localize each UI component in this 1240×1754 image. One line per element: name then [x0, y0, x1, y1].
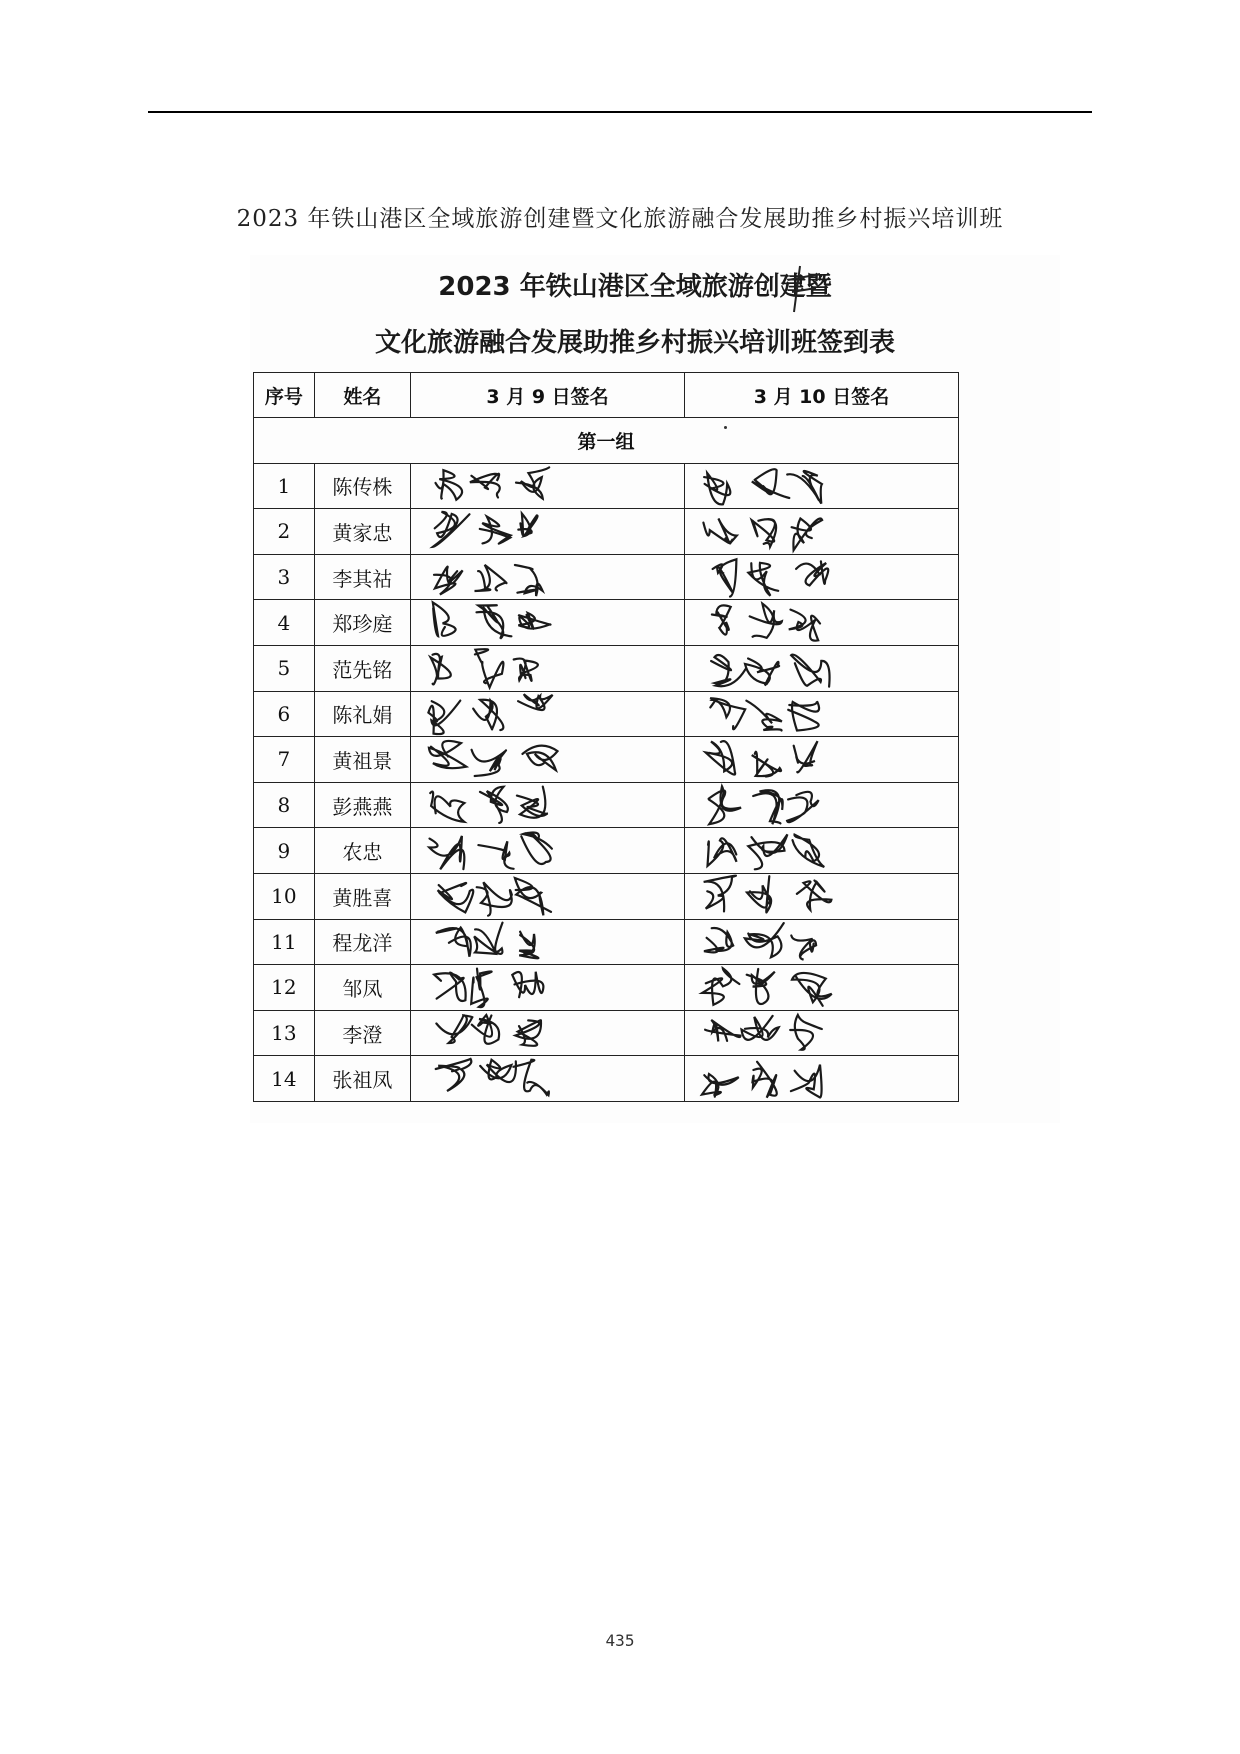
attendee-name: 张祖凤	[314, 1056, 410, 1102]
signature-stroke	[750, 604, 782, 638]
row-number: 10	[254, 873, 315, 919]
page-number: 435	[605, 1631, 635, 1650]
signature-day1	[411, 554, 685, 600]
signature-stroke	[702, 1074, 739, 1097]
signature-day2	[685, 873, 959, 919]
signature-day1	[411, 1010, 685, 1056]
table-row	[254, 600, 959, 646]
signature-stroke	[704, 473, 730, 504]
signature-day2	[685, 691, 959, 737]
signature-stroke	[436, 1059, 472, 1091]
signature-stroke	[703, 519, 736, 544]
signature-stroke	[747, 969, 775, 1004]
table-row	[254, 509, 959, 555]
signature-day2	[685, 737, 959, 783]
signature-stroke	[480, 517, 511, 544]
table-row	[254, 463, 959, 509]
header-rule	[148, 111, 1092, 113]
signature-stroke	[745, 658, 779, 685]
signature-stroke	[436, 927, 471, 956]
attendee-name: 程龙洋	[314, 919, 410, 965]
attendee-name: 农忠	[314, 828, 410, 874]
signature-day1	[411, 691, 685, 737]
row-number: 14	[254, 1056, 315, 1102]
table-row	[254, 873, 959, 919]
group-label-text: 第一组	[577, 430, 635, 453]
signature-stroke	[752, 519, 776, 547]
signature-day2	[685, 1010, 959, 1056]
signature-stroke	[710, 698, 745, 729]
row-number: 11	[254, 919, 315, 965]
row-number: 5	[254, 645, 315, 691]
attendee-name: 陈传株	[314, 463, 410, 509]
signature-day1	[411, 782, 685, 828]
signature-stroke	[748, 563, 778, 596]
signature-day2	[685, 600, 959, 646]
row-number: 7	[254, 737, 315, 783]
signature-stroke	[433, 603, 456, 637]
signature-stroke	[515, 565, 543, 596]
signature-stroke	[472, 1015, 499, 1044]
signature-stroke	[512, 972, 543, 998]
signature-stroke	[787, 792, 819, 822]
signature-stroke	[429, 836, 464, 870]
row-number: 6	[254, 691, 315, 737]
signature-stroke	[711, 655, 745, 686]
signature-stroke	[712, 606, 731, 635]
signature-stroke	[514, 659, 538, 681]
signature-stroke	[438, 883, 474, 912]
signature-stroke	[434, 973, 466, 1001]
signature-stroke	[705, 1020, 740, 1042]
table-header-row	[254, 373, 959, 418]
signature-stroke	[752, 469, 790, 498]
signature-stroke	[431, 654, 451, 685]
signature-stroke	[753, 790, 782, 824]
signature-stroke	[790, 1015, 822, 1050]
signature-stroke	[748, 835, 787, 870]
signature-day2	[685, 782, 959, 828]
signature-stroke	[713, 559, 737, 596]
signature-stroke	[430, 791, 464, 821]
signature-day1	[411, 828, 685, 874]
signature-day1	[411, 600, 685, 646]
signature-day1	[411, 1056, 685, 1102]
signature-stroke	[477, 882, 512, 915]
table-row	[254, 965, 959, 1011]
table-row	[254, 691, 959, 737]
signature-stroke	[521, 833, 552, 864]
row-number: 3	[254, 554, 315, 600]
signature-stroke	[753, 1062, 777, 1098]
signature-day2	[685, 554, 959, 600]
table-row	[254, 1056, 959, 1102]
col-header-sign-day2: 3 月 10 日签名	[685, 373, 959, 418]
signature-stroke	[747, 876, 771, 912]
col-header-number: 序号	[254, 373, 315, 418]
signature-day2	[685, 645, 959, 691]
handwritten-signature	[685, 1046, 960, 1110]
signature-day2	[685, 1056, 959, 1102]
signature-stroke	[791, 655, 829, 687]
signature-stroke	[434, 566, 463, 594]
signature-day1	[411, 919, 685, 965]
signature-day2	[685, 965, 959, 1011]
signature-stroke	[436, 1015, 472, 1043]
signature-day1	[411, 509, 685, 555]
scanned-sign-in-sheet	[250, 255, 1060, 1123]
attendee-name: 李其祜	[314, 554, 410, 600]
signature-stroke	[523, 746, 558, 771]
signature-stroke	[752, 752, 781, 777]
signature-stroke	[477, 606, 512, 639]
signature-stroke	[513, 1060, 549, 1095]
row-number: 9	[254, 828, 315, 874]
signature-stroke	[428, 700, 460, 733]
row-number: 8	[254, 782, 315, 828]
table-row	[254, 554, 959, 600]
col-header-sign-day1: 3 月 9 日签名	[411, 373, 685, 418]
signature-stroke	[518, 613, 550, 629]
signature-stroke	[519, 931, 538, 958]
signature-stroke	[515, 878, 551, 915]
row-number: 12	[254, 965, 315, 1011]
signature-stroke	[515, 1020, 541, 1046]
signature-day1	[411, 965, 685, 1011]
attendee-name: 范先铭	[314, 645, 410, 691]
table-row	[254, 919, 959, 965]
signature-stroke	[709, 786, 742, 824]
signature-stroke	[704, 928, 733, 952]
signature-stroke	[788, 701, 819, 730]
signature-stroke	[789, 610, 820, 641]
signature-stroke	[480, 786, 508, 822]
sheet-title-line-1: 2023 年铁山港区全域旅游创建暨	[438, 272, 832, 302]
signature-day1	[411, 463, 685, 509]
signature-stroke	[793, 835, 825, 867]
col-header-name: 姓名	[314, 373, 410, 418]
table-row	[254, 782, 959, 828]
signature-stroke	[792, 973, 832, 1006]
row-number: 13	[254, 1010, 315, 1056]
signature-stroke	[708, 839, 737, 867]
document-heading: 2023 年铁山港区全域旅游创建暨文化旅游融合发展助推乡村振兴培训班	[236, 206, 1004, 232]
signature-stroke	[796, 561, 828, 585]
signature-stroke	[794, 741, 818, 772]
signature-day2	[685, 509, 959, 555]
signature-stroke	[471, 969, 491, 1007]
signature-stroke	[478, 842, 513, 870]
signature-stroke	[475, 565, 507, 591]
signature-stroke	[791, 935, 816, 959]
group-row	[254, 418, 959, 464]
handwritten-mark	[786, 260, 826, 320]
attendee-name: 陈礼娟	[314, 691, 410, 737]
row-number: 4	[254, 600, 315, 646]
signature-stroke	[797, 880, 832, 909]
signature-day1	[411, 873, 685, 919]
attendee-name: 邹凤	[314, 965, 410, 1011]
signature-day1	[411, 645, 685, 691]
handwritten-signature	[411, 1046, 686, 1110]
row-number: 2	[254, 509, 315, 555]
table-row	[254, 645, 959, 691]
signature-stroke	[473, 699, 503, 729]
signature-stroke	[791, 1065, 822, 1098]
signature-stroke	[429, 741, 466, 768]
sign-in-table	[253, 372, 959, 1102]
signature-day1	[411, 737, 685, 783]
signature-stroke	[475, 649, 504, 687]
attendee-name: 黄家忠	[314, 509, 410, 555]
stray-dot	[724, 426, 727, 429]
row-number: 1	[254, 463, 315, 509]
signature-stroke	[470, 473, 500, 497]
signature-stroke	[433, 512, 470, 547]
attendee-name: 郑珍庭	[314, 600, 410, 646]
signature-stroke	[746, 700, 782, 730]
signature-stroke	[436, 470, 463, 500]
table-row	[254, 828, 959, 874]
signature-stroke	[706, 741, 736, 774]
signature-stroke	[518, 514, 537, 537]
attendee-name: 李澄	[314, 1010, 410, 1056]
signature-day2	[685, 919, 959, 965]
signature-stroke	[474, 922, 502, 953]
attendee-name: 黄胜喜	[314, 873, 410, 919]
signature-stroke	[472, 750, 506, 776]
attendee-name: 彭燕燕	[314, 782, 410, 828]
signature-day2	[685, 828, 959, 874]
attendee-name: 黄祖景	[314, 737, 410, 783]
signature-day2	[685, 463, 959, 509]
table-row	[254, 1010, 959, 1056]
signature-stroke	[480, 1060, 516, 1082]
group-label	[254, 418, 959, 464]
sheet-title-line-2: 文化旅游融合发展助推乡村振兴培训班签到表	[374, 328, 895, 358]
signature-stroke	[702, 968, 739, 1005]
signature-stroke	[787, 471, 822, 504]
signature-stroke	[742, 1016, 779, 1040]
signature-stroke	[516, 467, 549, 498]
signature-stroke	[517, 786, 547, 817]
signature-stroke	[745, 923, 784, 957]
signature-stroke	[518, 694, 553, 710]
table-row	[254, 737, 959, 783]
signature-stroke	[792, 519, 823, 551]
signature-stroke	[704, 876, 736, 912]
